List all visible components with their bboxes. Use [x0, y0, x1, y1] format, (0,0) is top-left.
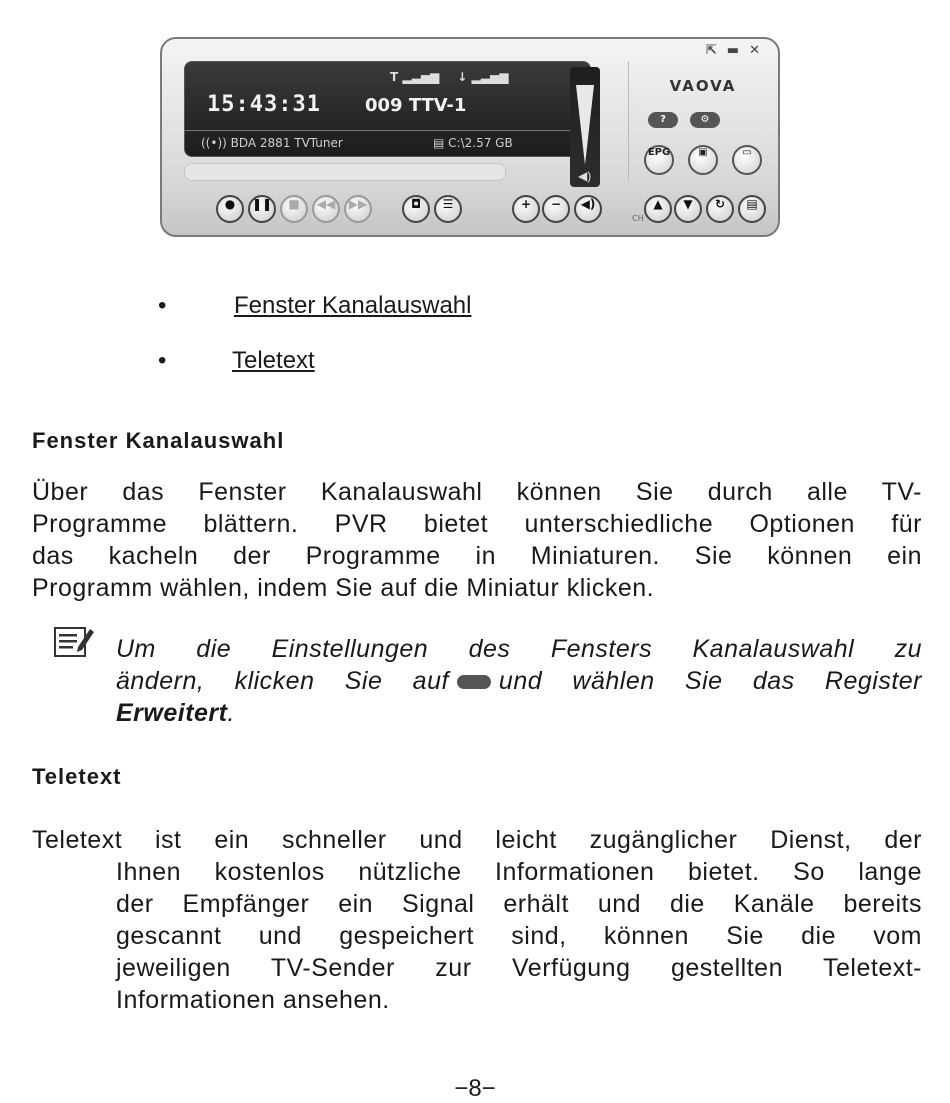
- channel-down-button[interactable]: ▼: [674, 195, 702, 223]
- body-line: Teletext ist ein schneller und leicht zugänglicher Dienst, der: [32, 826, 922, 854]
- settings-button-icon: [457, 675, 491, 689]
- teletext-icon: ▣: [698, 147, 708, 158]
- body-line: der Empfänger ein Signal erhält und die Kanäle bereits: [116, 890, 922, 918]
- refresh-button[interactable]: ↻: [706, 195, 734, 223]
- subtitle-icon: ▭: [742, 147, 752, 158]
- teletext-button[interactable]: [688, 145, 718, 175]
- settings-note: [116, 633, 922, 729]
- info-button[interactable]: ▤: [738, 195, 766, 223]
- disk-space: ▤ C:\2.57 GB: [433, 136, 513, 150]
- body-line: Programme blättern. PVR bietet unterschiedliche Optionen für: [32, 510, 922, 538]
- volume-up-button[interactable]: +: [512, 195, 540, 223]
- mute-button[interactable]: ◀): [574, 195, 602, 223]
- body-line: gescannt und gespeichert sind, können Sie die vom: [116, 922, 922, 950]
- section-heading-kanalauswahl: Fenster Kanalauswahl: [32, 428, 285, 453]
- seek-bar[interactable]: [184, 163, 506, 181]
- restore-icon[interactable]: ⇱: [705, 43, 717, 58]
- body-line: Über das Fenster Kanalauswahl können Sie durch alle TV-: [32, 478, 922, 506]
- tuner-name: ((•)) BDA 2881 TVTuner: [201, 136, 343, 150]
- section-heading-teletext: Teletext: [32, 764, 122, 789]
- panel-divider: [628, 61, 629, 181]
- body-line: Ihnen kostenlos nützliche Informationen bietet. So lange: [116, 858, 922, 886]
- channel-up-button[interactable]: ▲: [644, 195, 672, 223]
- brand-logo: VAOVA: [669, 77, 737, 95]
- note-line: ändern, klicken Sie auf und wählen Sie das Register: [116, 667, 922, 695]
- body-line: jeweiligen TV-Sender zur Verfügung gestellten Teletext-: [116, 954, 922, 982]
- toc-link-kanalauswahl[interactable]: Fenster Kanalauswahl: [234, 292, 472, 319]
- tv-player-window: [160, 37, 780, 237]
- volume-level: [576, 85, 594, 165]
- channel-display: 009 TTV-1: [365, 95, 467, 116]
- note-icon: [54, 625, 94, 659]
- epg-button[interactable]: EPG: [644, 145, 674, 175]
- signal-indicators: [390, 70, 508, 84]
- bullet: •: [158, 292, 167, 319]
- signal-quality-icon: ↓ ▂▃▅▆: [457, 70, 509, 84]
- rewind-button[interactable]: ◀◀: [312, 195, 340, 223]
- speaker-icon: ◀): [578, 169, 592, 183]
- close-icon[interactable]: ✕: [749, 43, 760, 58]
- body-line: Informationen ansehen.: [116, 986, 390, 1014]
- note-line: Erweitert.: [116, 699, 235, 727]
- snapshot-button[interactable]: ◘: [402, 195, 430, 223]
- clock-display: 15:43:31: [207, 92, 321, 117]
- toc-link-teletext[interactable]: Teletext: [232, 347, 315, 374]
- subtitle-button[interactable]: [732, 145, 762, 175]
- help-button[interactable]: ?: [648, 112, 678, 128]
- stop-button[interactable]: ■: [280, 195, 308, 223]
- body-line: Programm wählen, indem Sie auf die Miniatur klicken.: [32, 574, 655, 602]
- minimize-icon[interactable]: ▬: [726, 43, 740, 58]
- register-name: Erweitert: [116, 699, 228, 727]
- bullet: •: [158, 347, 167, 374]
- signal-strength-icon: T ▂▃▅▆: [390, 70, 440, 84]
- volume-down-button[interactable]: −: [542, 195, 570, 223]
- playlist-button[interactable]: ☰: [434, 195, 462, 223]
- page-number: −8−: [454, 1075, 496, 1102]
- window-controls: [706, 43, 760, 58]
- forward-button[interactable]: ▶▶: [344, 195, 372, 223]
- channel-label: CH: [632, 214, 644, 223]
- lcd-display: [184, 61, 591, 157]
- section-body-kanalauswahl: [32, 476, 922, 604]
- pause-button[interactable]: ❚❚: [248, 195, 276, 223]
- note-line: Um die Einstellungen des Fensters Kanalauswahl zu: [116, 635, 922, 663]
- section-body-teletext: [32, 824, 922, 1016]
- record-button[interactable]: ●: [216, 195, 244, 223]
- volume-slider[interactable]: [570, 67, 600, 187]
- body-line: das kacheln der Programme in Miniaturen. Sie können ein: [32, 542, 922, 570]
- lcd-divider: [185, 130, 590, 131]
- settings-button[interactable]: ⚙: [690, 112, 720, 128]
